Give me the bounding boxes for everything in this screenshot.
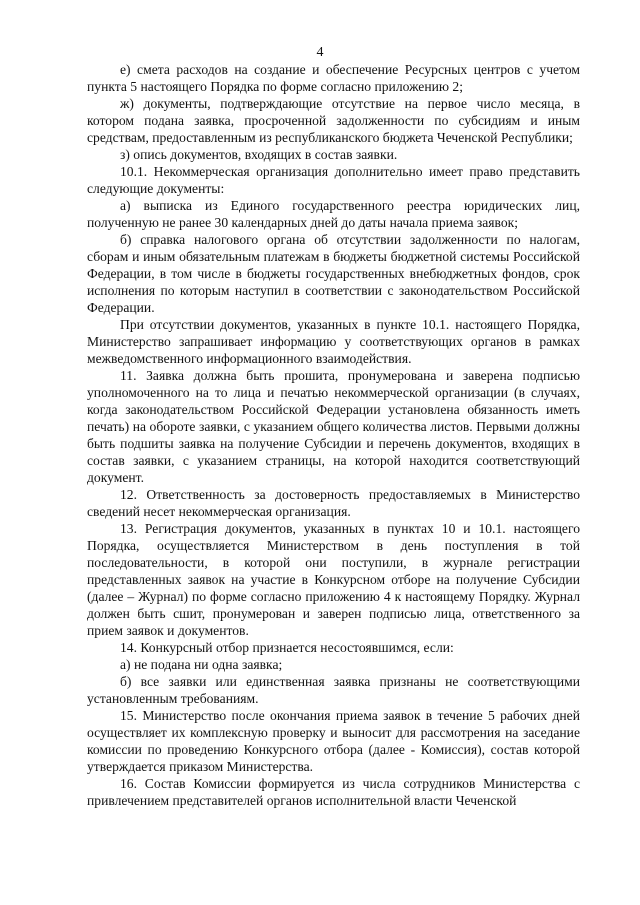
paragraph-z-inventory: з) опись документов, входящих в состав заявки. xyxy=(120,147,398,162)
paragraph-15: 15. Министерство после окончания приема заявок в течение 5 рабочих дней осуществляет их комплексную проверку и выносит для рассмотрения на заседание комиссии по проведению Конкурсного отбора (далее - Комиссия), состав которой утверждается приказом Министерства. xyxy=(87,708,580,774)
page-number: 4 xyxy=(316,45,324,60)
paragraph-11: 11. Заявка должна быть прошита, пронумерована и заверена подписью уполномоченного на то лица и печатью некоммерческой организации (в случаях, когда законодательством Российской Федерации установлена обязанность иметь печать) на обороте заявки, с указанием общего количества листов. Первыми должны быть подшиты заявка на получение Субсидии и перечень документов, входящих в состав заявки, с указанием страницы, на которой находится соответствующий документ. xyxy=(87,368,580,485)
paragraph-a-registry-extract: а) выписка из Единого государственного реестра юридических лиц, полученную не ранее 30 календарных дней до даты начала приема заявок; xyxy=(87,198,580,230)
paragraph-e-cost-estimate: е) смета расходов на создание и обеспечение Ресурсных центров с учетом пункта 5 настоящего Порядка по форме согласно приложению 2; xyxy=(87,62,580,94)
paragraph-14-b: б) все заявки или единственная заявка признаны не соответствующими установленным требованиям. xyxy=(87,674,580,706)
paragraph-14: 14. Конкурсный отбор признается несостоявшимся, если: xyxy=(120,640,454,655)
paragraph-16: 16. Состав Комиссии формируется из числа сотрудников Министерства с привлечением представителей органов исполнительной власти Чеченской xyxy=(87,776,580,808)
paragraph-b-tax-certificate: б) справка налогового органа об отсутствии задолженности по налогам, сборам и иным обязательным платежам в бюджеты бюджетной системы Российской Федерации, в том числе в бюджеты государственных внебюджетных фондов, срок исполнения по которым наступил в соответствии с законодательством Российской Федерации. xyxy=(87,232,580,315)
paragraph-zh-no-debt-documents: ж) документы, подтверждающие отсутствие на первое число месяца, в котором подана заявка, просроченной задолженности по субсидиям и иным средствам, предоставленным из республиканского бюджета Чеченской Республики; xyxy=(87,96,580,145)
paragraph-14-a: а) не подана ни одна заявка; xyxy=(120,657,283,672)
document-body xyxy=(87,61,580,809)
paragraph-12: 12. Ответственность за достоверность предоставляемых в Министерство сведений несет некоммерческая организация. xyxy=(87,487,580,519)
paragraph-missing-documents: При отсутствии документов, указанных в пункте 10.1. настоящего Порядка, Министерство запрашивает информацию у соответствующих органов в рамках межведомственного информационного взаимодействия. xyxy=(87,317,580,366)
paragraph-13: 13. Регистрация документов, указанных в пунктах 10 и 10.1. настоящего Порядка, осуществляется Министерством в день поступления в той последовательности, в которой они поступили, в журнале регистрации представленных заявок на участие в Конкурсном отборе на получение Субсидии (далее – Журнал) по форме согласно приложению 4 к настоящему Порядку. Журнал должен быть сшит, пронумерован и заверен подписью лица, ответственного за прием заявок и документов. xyxy=(87,521,580,638)
paragraph-10-1: 10.1. Некоммерческая организация дополнительно имеет право представить следующие документы: xyxy=(87,164,580,196)
